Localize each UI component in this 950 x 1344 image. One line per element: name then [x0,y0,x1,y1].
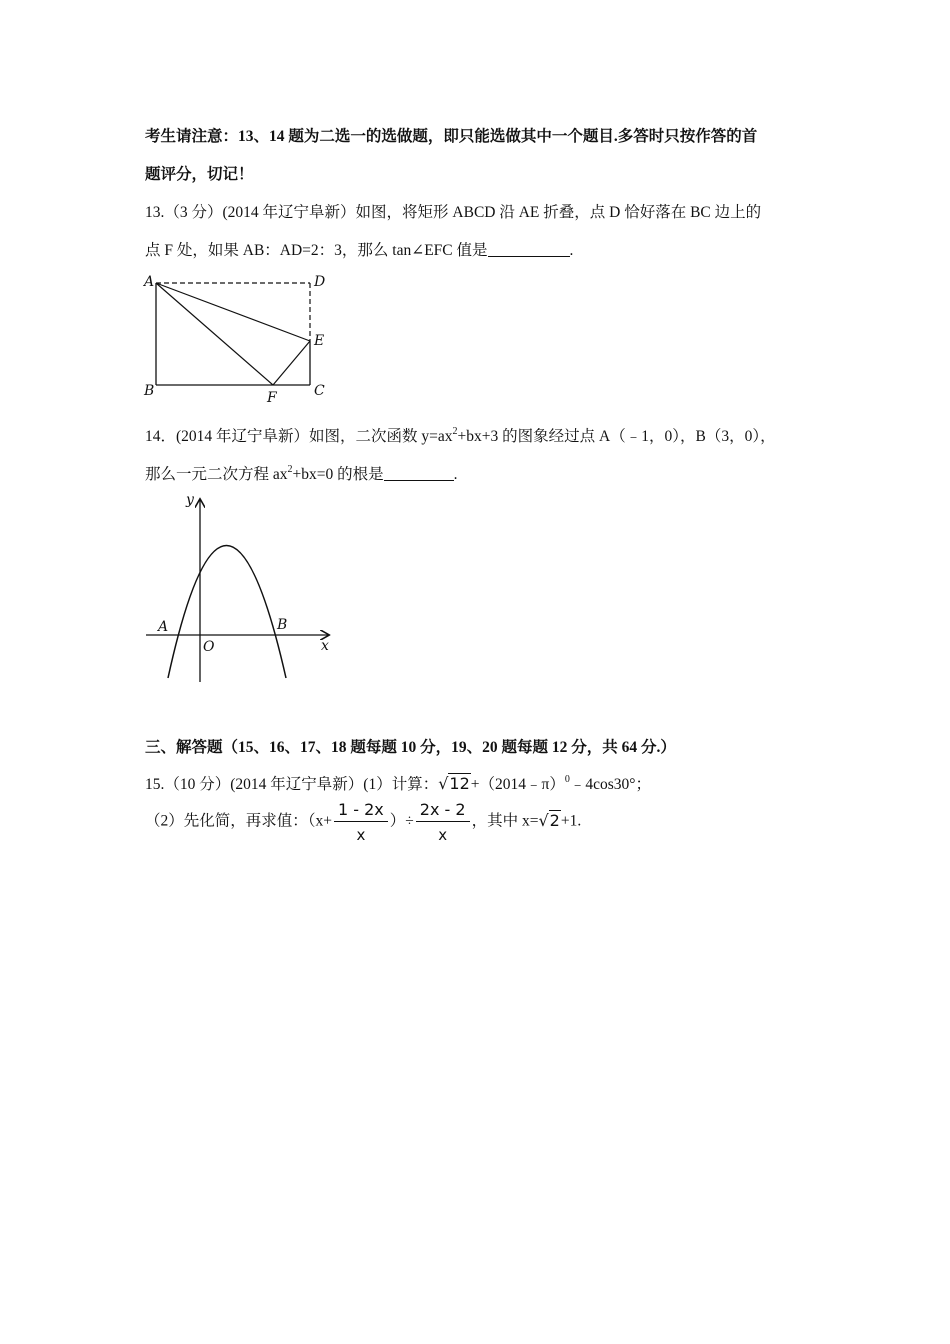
sqrt-12-radicand: 12 [449,774,470,793]
q13-answer-blank [488,242,570,257]
q13-rectangle-figure [138,268,338,408]
q14-line-1-post: +bx+3 的图象经过点 A（﹣1，0），B（3，0）， [457,428,776,445]
q15-part-1-pre: 15.（10 分）(2014 年辽宁阜新）(1）计算： [145,776,439,793]
q14-line-2-pre: 那么一元二次方程 ax [145,466,288,483]
q14-line-2-sup: 2 [287,464,293,475]
q15-part-2-pre: （2）先化简，再求值：（x+ [145,812,332,830]
q14-line-2 [145,462,458,484]
q15-part-1-sup: 0 [564,774,570,785]
q15-part-2 [145,800,581,844]
q14-line-2-end: . [453,466,458,483]
q15-part-1-post: ﹣4cos30°； [569,776,651,793]
label-a-point: A [158,619,169,635]
q13-line-2 [145,238,573,260]
section-3-heading: 三、解答题（15、16、17、18 题每题 10 分，19、20 题每题 12 分，共 64 分.） [145,739,676,756]
q13-line-2-end: . [569,242,574,259]
sqrt-2: √2 [538,810,560,830]
q15-part-2-end: +1. [560,812,582,830]
q14-parabola-figure [138,488,348,688]
fraction-2-denominator: x [438,826,448,844]
q13-line-2-text: 点 F 处，如果 AB：AD=2：3，那么 tan∠EFC 值是 [145,242,488,259]
q14-line-1-sup: 2 [452,426,458,437]
notice-line-2: 题评分，切记！ [145,166,254,183]
label-origin: O [203,639,215,655]
q13-line-1: 13.（3 分）(2014 年辽宁阜新）如图，将矩形 ABCD 沿 AE 折叠，点 D 恰好落在 BC 边上的 [145,204,762,221]
q15-part-2-post: ，其中 x= [471,812,539,830]
q14-line-1-pre: 14．(2014 年辽宁阜新）如图，二次函数 y=ax [145,428,453,445]
fraction-1-denominator: x [356,826,366,844]
parabola-curve [168,546,286,679]
label-d: D [314,274,326,290]
fraction-2-numerator: 2x - 2 [416,800,470,822]
q14-line-2-post: +bx=0 的根是 [292,466,384,483]
fold-line-ae [156,283,310,341]
segment-fe [273,341,310,385]
q15-part-2-mid: ）÷ [389,812,414,830]
label-f: F [267,390,277,406]
label-y: y [186,492,194,508]
label-b: B [144,383,155,399]
q14-answer-blank [384,466,454,481]
label-b-point: B [277,617,288,633]
fraction-2 [416,800,470,844]
label-x: x [321,638,329,654]
segment-af [156,283,273,385]
fraction-1-numerator: 1 - 2x [334,800,388,822]
fraction-1 [334,800,388,844]
notice-line-1: 考生请注意：13、14 题为二选一的选做题，即只能选做其中一个题目.多答时只按作答的首 [145,128,758,145]
q14-line-1 [145,424,776,446]
q15-part-1 [145,772,651,794]
sqrt-12: √12 [438,774,470,793]
q15-part-1-mid: +（2014﹣π） [470,776,565,793]
label-e: E [314,333,325,349]
label-c: C [314,383,325,399]
label-a: A [144,274,155,290]
sqrt-2-radicand: 2 [549,810,560,830]
